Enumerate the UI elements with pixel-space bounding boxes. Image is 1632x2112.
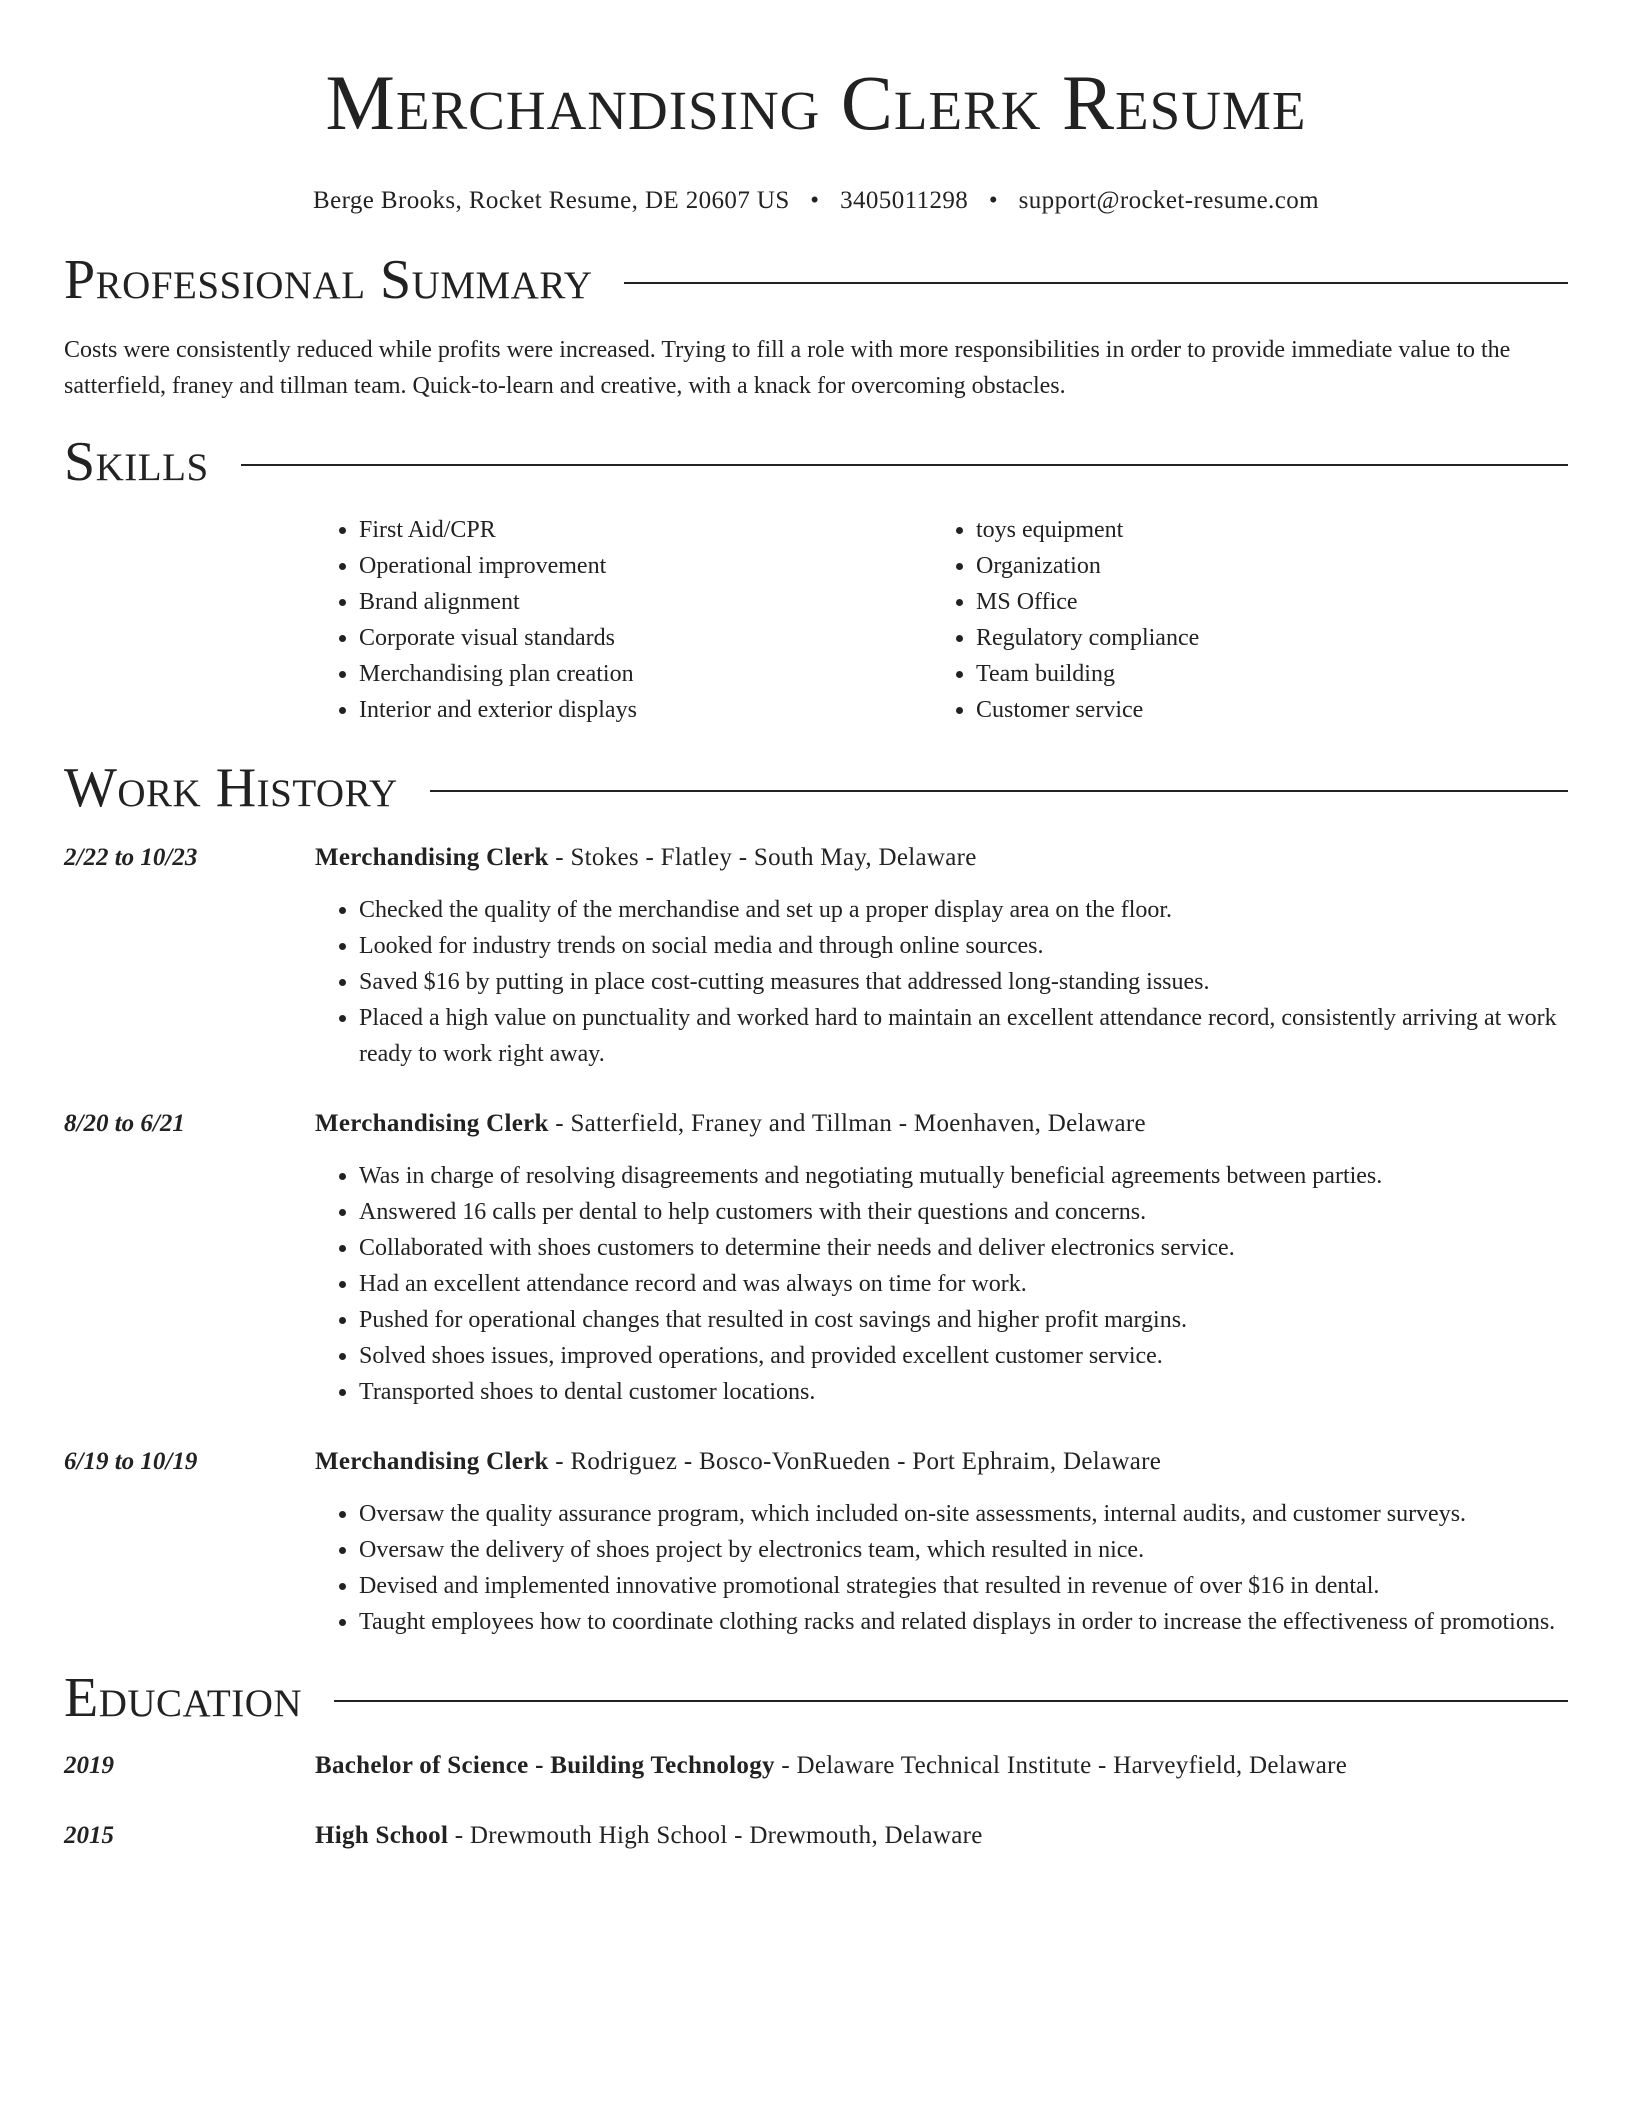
work-section-header bbox=[64, 756, 1568, 820]
skill-item: • Corporate visual standards bbox=[359, 620, 932, 656]
skills-section-header bbox=[64, 430, 1568, 494]
job-bullets bbox=[315, 892, 1568, 1072]
skills-list bbox=[315, 512, 1568, 728]
job-bullet: • Saved $16 by putting in place cost-cutting measures that addressed long-standing issues. bbox=[359, 964, 1568, 1000]
section-divider bbox=[334, 1700, 1568, 1702]
job-bullets bbox=[315, 1158, 1568, 1410]
job-content bbox=[315, 1106, 1568, 1410]
education-entry bbox=[64, 1818, 1568, 1854]
job-bullet: • Pushed for operational changes that resulted in cost savings and higher profit margins. bbox=[359, 1302, 1568, 1338]
skill-item: • Team building bbox=[976, 656, 1549, 692]
job-title: Merchandising Clerk bbox=[315, 844, 549, 871]
job-bullet: • Oversaw the delivery of shoes project by electronics team, which resulted in nice. bbox=[359, 1532, 1568, 1568]
job-employer: - Stokes - Flatley - South May, Delaware bbox=[548, 844, 977, 871]
skill-item: • First Aid/CPR bbox=[359, 512, 932, 548]
education-heading-line bbox=[315, 1748, 1568, 1784]
skill-item: • Customer service bbox=[976, 692, 1549, 728]
job-entry bbox=[64, 840, 1568, 1072]
skills-column-left bbox=[315, 512, 932, 728]
education-school: - Delaware Technical Institute - Harveyfield, Delaware bbox=[774, 1752, 1348, 1779]
skill-item: • toys equipment bbox=[976, 512, 1549, 548]
skill-item: • Regulatory compliance bbox=[976, 620, 1549, 656]
section-divider bbox=[430, 790, 1568, 792]
job-heading bbox=[315, 840, 1568, 876]
job-bullet: • Was in charge of resolving disagreements and negotiating mutually beneficial agreements between parties. bbox=[359, 1158, 1568, 1194]
education-year: 2019 bbox=[64, 1752, 114, 1779]
skill-item: • Merchandising plan creation bbox=[359, 656, 932, 692]
job-employer: - Rodriguez - Bosco-VonRueden - Port Ephraim, Delaware bbox=[548, 1448, 1162, 1475]
section-divider bbox=[241, 464, 1568, 466]
section-divider bbox=[624, 282, 1568, 284]
education-section-header bbox=[64, 1666, 1568, 1730]
job-content bbox=[315, 840, 1568, 1072]
summary-section bbox=[64, 248, 1568, 404]
contact-email: support@rocket-resume.com bbox=[1018, 187, 1319, 214]
summary-text: Costs were consistently reduced while profits were increased. Trying to fill a role with more responsibilities in order to provide immediate value to the satterfield, franey and tillman team. Quick-to-learn and creative, with a knack for overcoming obstacles. bbox=[64, 337, 1511, 399]
job-content bbox=[315, 1444, 1568, 1640]
skill-item: • Interior and exterior displays bbox=[359, 692, 932, 728]
job-bullet: • Oversaw the quality assurance program, which included on-site assessments, internal audits, and customer surveys. bbox=[359, 1496, 1568, 1532]
job-bullet: • Collaborated with shoes customers to determine their needs and deliver electronics service. bbox=[359, 1230, 1568, 1266]
job-employer: - Satterfield, Franey and Tillman - Moenhaven, Delaware bbox=[548, 1110, 1146, 1137]
job-title: Merchandising Clerk bbox=[315, 1110, 549, 1137]
bullet-separator-icon: • bbox=[988, 187, 998, 214]
job-bullet: • Looked for industry trends on social media and through online sources. bbox=[359, 928, 1568, 964]
contact-address: Berge Brooks, Rocket Resume, DE 20607 US bbox=[313, 187, 790, 214]
job-title: Merchandising Clerk bbox=[315, 1448, 549, 1475]
job-bullet: • Transported shoes to dental customer locations. bbox=[359, 1374, 1568, 1410]
education-entry bbox=[64, 1748, 1568, 1784]
contact-phone: 3405011298 bbox=[840, 187, 969, 214]
education-heading-line bbox=[315, 1818, 1568, 1854]
education-section bbox=[64, 1666, 1568, 1854]
education-year: 2015 bbox=[64, 1822, 114, 1849]
skill-item: • MS Office bbox=[976, 584, 1549, 620]
education-school: - Drewmouth High School - Drewmouth, Delaware bbox=[448, 1822, 983, 1849]
job-entry bbox=[64, 1106, 1568, 1410]
work-heading: Work History bbox=[64, 757, 398, 819]
skill-item: • Brand alignment bbox=[359, 584, 932, 620]
job-dates: 8/20 to 6/21 bbox=[64, 1110, 185, 1137]
summary-heading: Professional Summary bbox=[64, 249, 593, 311]
job-bullet: • Solved shoes issues, improved operations, and provided excellent customer service. bbox=[359, 1338, 1568, 1374]
work-history-section bbox=[64, 756, 1568, 1640]
job-heading bbox=[315, 1106, 1568, 1142]
skills-column-right bbox=[932, 512, 1549, 728]
education-content bbox=[315, 1818, 1568, 1854]
education-heading: Education bbox=[64, 1667, 303, 1729]
job-entry bbox=[64, 1444, 1568, 1640]
job-bullet: • Placed a high value on punctuality and worked hard to maintain an excellent attendance record, consistently arriving at work ready to work right away. bbox=[359, 1000, 1568, 1072]
job-bullet: • Checked the quality of the merchandise and set up a proper display area on the floor. bbox=[359, 892, 1568, 928]
job-bullets bbox=[315, 1496, 1568, 1640]
education-degree: High School bbox=[315, 1822, 449, 1849]
job-bullet: • Taught employees how to coordinate clothing racks and related displays in order to increase the effectiveness of promotions. bbox=[359, 1604, 1568, 1640]
skill-item: • Organization bbox=[976, 548, 1549, 584]
skills-heading: Skills bbox=[64, 431, 209, 493]
job-dates: 2/22 to 10/23 bbox=[64, 844, 198, 871]
contact-line bbox=[64, 186, 1568, 216]
bullet-separator-icon: • bbox=[810, 187, 820, 214]
skill-item: • Operational improvement bbox=[359, 548, 932, 584]
job-bullet: • Devised and implemented innovative promotional strategies that resulted in revenue of over $16 in dental. bbox=[359, 1568, 1568, 1604]
resume-title: Merchandising Clerk Resume bbox=[325, 59, 1307, 146]
education-degree: Bachelor of Science - Building Technology bbox=[315, 1752, 775, 1779]
job-heading bbox=[315, 1444, 1568, 1480]
job-bullet: • Had an excellent attendance record and was always on time for work. bbox=[359, 1266, 1568, 1302]
summary-section-header bbox=[64, 248, 1568, 312]
skills-section bbox=[64, 430, 1568, 728]
job-bullet: • Answered 16 calls per dental to help customers with their questions and concerns. bbox=[359, 1194, 1568, 1230]
job-dates: 6/19 to 10/19 bbox=[64, 1448, 198, 1475]
education-content bbox=[315, 1748, 1568, 1784]
